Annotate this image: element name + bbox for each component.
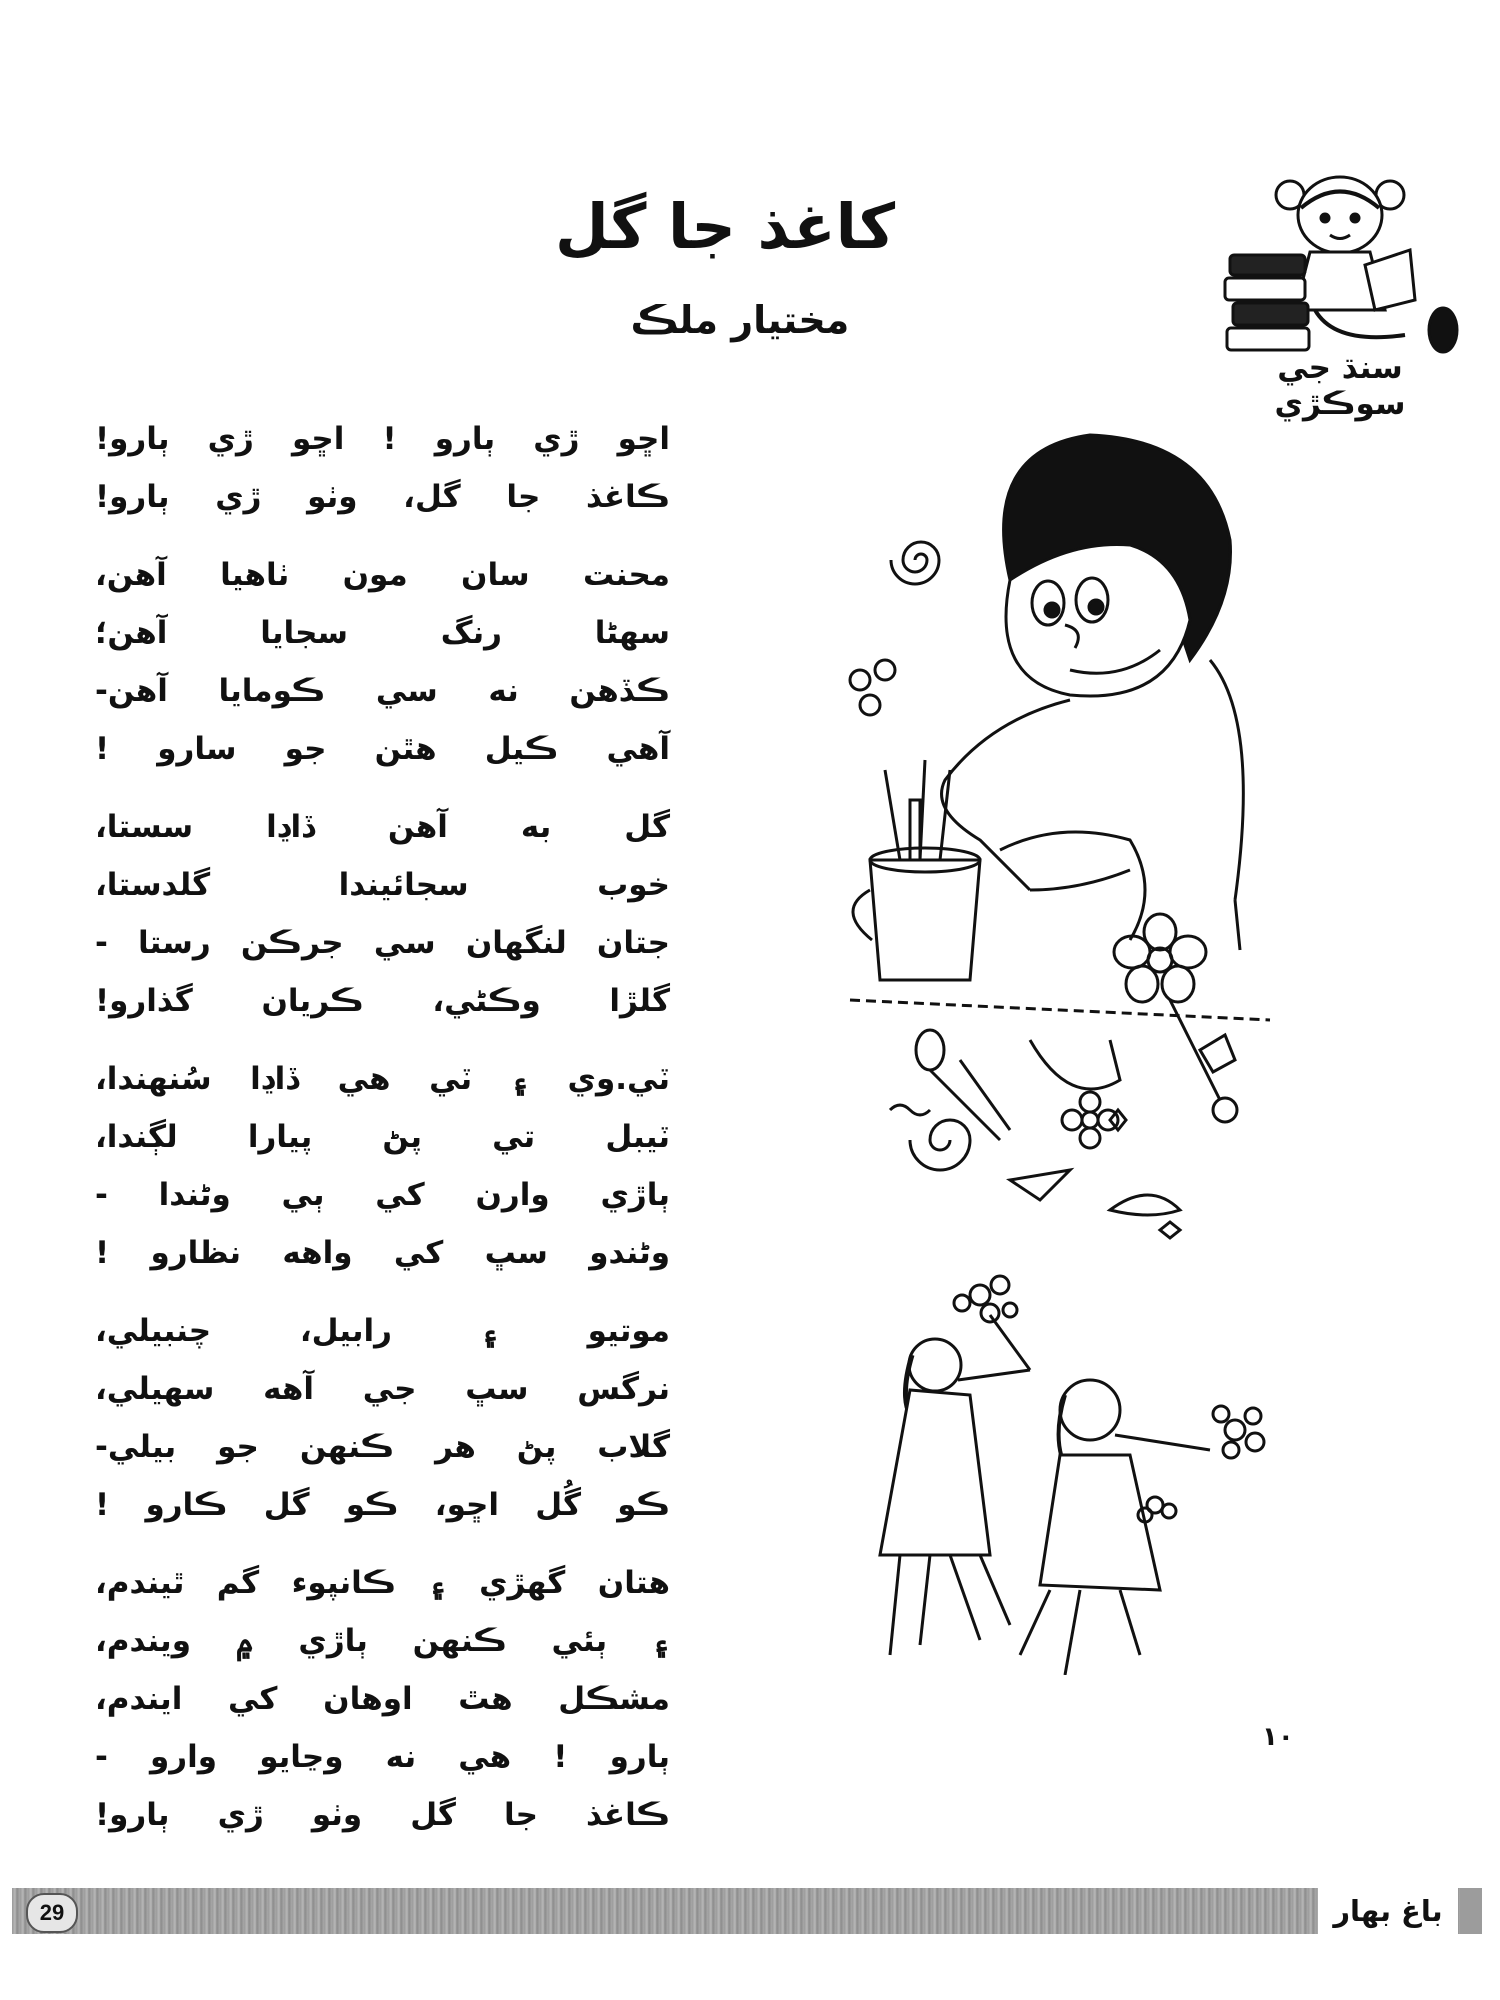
poem-line: ٽي.وي ۽ ٽي هي ڏاڍا سُنهندا، [95,1061,670,1097]
page-number: 29 [26,1893,78,1933]
poem-line: ٻارو ! هي نه وڃايو وارو - [95,1739,670,1775]
children-with-bouquets-illustration [840,1255,1320,1675]
poem-line: ٽيبل تي پڻ پيارا لڳندا، [95,1119,670,1155]
poem-line: گل به آهن ڏاڍا سستا، [95,809,670,845]
stanza [95,798,670,1030]
poem-line: ٻاڙي وارن کي ٻي وڻندا - [95,1177,670,1213]
stanza [95,546,670,778]
poem-line: ڪاغذ جا گل، وٺو ڙي ٻارو! [95,479,670,515]
section-label: سنڌ جي سوڪڙي [1274,350,1406,422]
stanza [95,1050,670,1282]
illustration-number: ١٠ [1262,1722,1294,1752]
poem-line: گلڙا وڪڻي، ڪريان گذارو! [95,983,670,1019]
poem-line: ڪڏهن نه سي ڪومايا آهن- [95,673,670,709]
poem-line: ڪو گُل اڇو، ڪو گل ڪارو ! [95,1487,670,1523]
poem-body [95,410,670,1864]
poem-line: سهڻا رنگ سجايا آهن؛ [95,615,670,651]
poem-line: محنت سان مون ٺاهيا آهن، [95,557,670,593]
stanza [95,1302,670,1534]
stanza [95,1554,670,1844]
author-name: مختيار ملڪ [630,298,850,342]
poem-line: مشڪل هٿ اوهان کي ايندم، [95,1681,670,1717]
poem-line: هتان گهڙي ۽ ڪانپوء گم ٿيندم، [95,1565,670,1601]
corner-tab [1460,1888,1482,1934]
poem-line: خوب سجائيندا گلدستا، [95,867,670,903]
footer-bar [12,1888,1472,1934]
magazine-name: باغ بهار [1318,1887,1458,1935]
poem-line: وڻندو سڀ کي واهه نظارو ! [95,1235,670,1271]
boy-making-paper-flowers-illustration [830,420,1300,1240]
poem-line: ڪاغذ جا گل وٺو ڙي ٻارو! [95,1797,670,1833]
poem-line: جتان لنگهان سي جرڪن رستا - [95,925,670,961]
poem-line: نرگس سڀ جي آهه سهيلي، [95,1371,670,1407]
poem-line: اڇو ڙي ٻارو ! اڇو ڙي ٻارو! [95,421,670,457]
poem-line: موتيو ۽ رابيل، چنبيلي، [95,1313,670,1349]
page-title: كاغذ جا گل [554,190,896,263]
poem-line: ۽ ٻئي ڪنهن ٻاڙي ۾ ويندم، [95,1623,670,1659]
poem-line: آهي ڪيل هٿن جو سارو ! [95,731,670,767]
stanza [95,410,670,526]
poem-line: گلاب پڻ هر ڪنهن جو بيلي- [95,1429,670,1465]
